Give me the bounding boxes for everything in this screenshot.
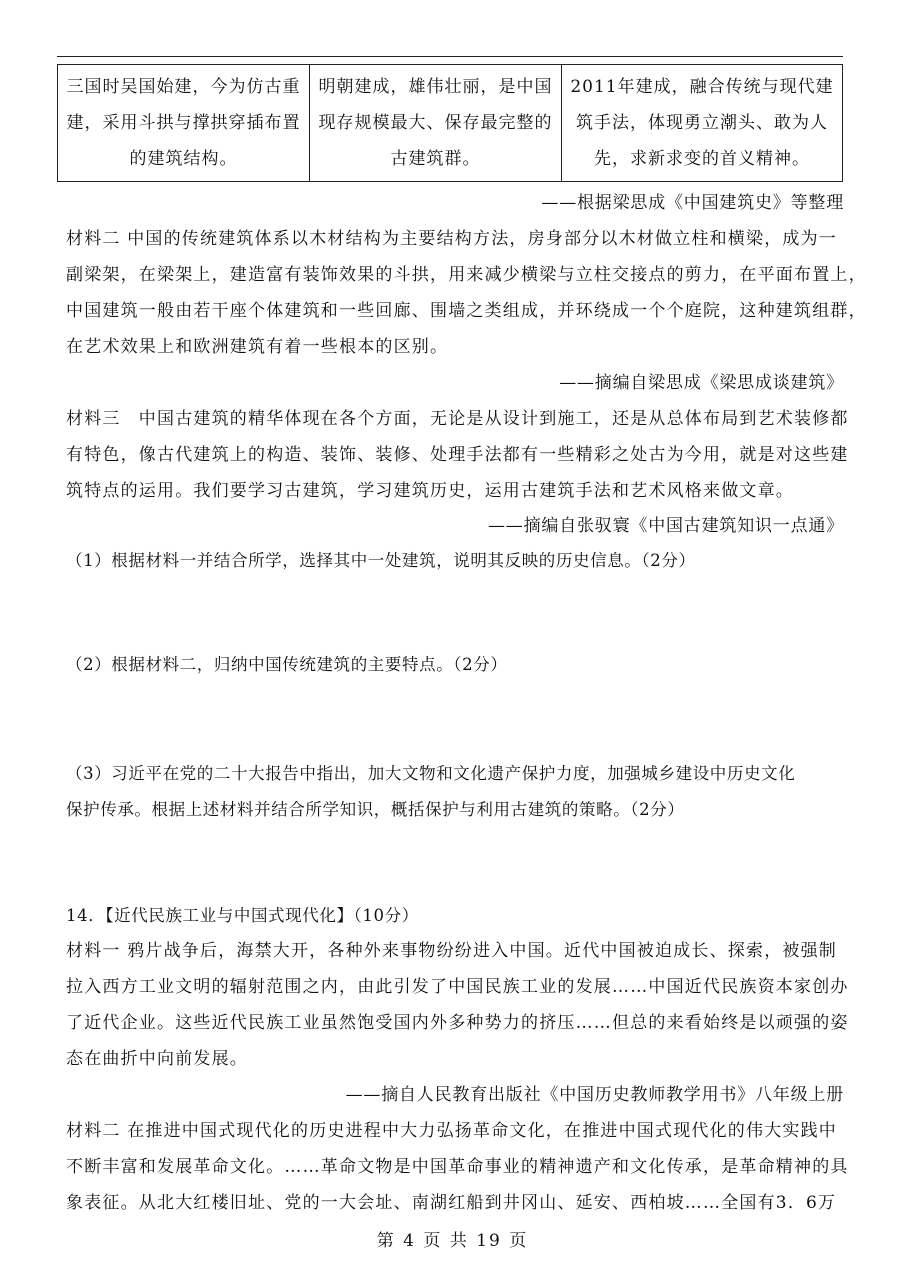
s14-material-2-line: 材料二 在推进中国式现代化的历史进程中大力弘扬革命文化，在推进中国式现代化的伟大实践中 [66, 1121, 838, 1141]
material-3-line: 有特色，像古代建筑上的构造、装饰、装修、处理手法都有一些精彩之处古为今用，就是对这些建 [66, 445, 849, 465]
material-2-line: 在艺术效果上和欧洲建筑有着一些根本的区别。 [66, 337, 449, 357]
section-14-title: 14．【近代民族工业与中国式现代化】（10分） [66, 906, 419, 925]
table-row [58, 65, 843, 182]
table-cell: 三国时吴国始建，今为仿古重建，采用斗拱与撑拱穿插布置的建筑结构。 [58, 65, 310, 182]
s14-material-1-line: 了近代企业。这些近代民族工业虽然饱受国内外多种势力的挤压……但总的来看始终是以顽强的姿 [66, 1013, 849, 1033]
top-rule [57, 56, 843, 57]
question-1: （1）根据材料一并结合所学，选择其中一处建筑，说明其反映的历史信息。（2分） [66, 551, 696, 570]
material-2-line: 材料二 中国的传统建筑体系以木材结构为主要结构方法，房身部分以木材做立柱和横梁，成为一 [66, 229, 838, 249]
s14-material-1-line: 态在曲折中向前发展。 [66, 1049, 248, 1069]
table-cell: 明朝建成，雄伟壮丽，是中国现存规模最大、保存最完整的古建筑群。 [310, 65, 562, 182]
material-2-line: 中国建筑一般由若干座个体建筑和一些回廊、围墙之类组成，并环绕成一个个庭院，这种建筑组群， [66, 301, 867, 321]
source-citation: ——摘编自张驭寰《中国古建筑知识一点通》 [488, 516, 844, 536]
question-3-line: 保护传承。根据上述材料并结合所学知识，概括保护与利用古建筑的策略。（2分） [66, 800, 685, 819]
page-footer: 第 4 页 共 19 页 [376, 1231, 529, 1251]
source-citation: ——摘编自梁思成《梁思成谈建筑》 [559, 373, 844, 393]
question-2: （2）根据材料二，归纳中国传统建筑的主要特点。（2分） [66, 655, 508, 674]
s14-material-1-line: 拉入西方工业文明的辐射范围之内，由此引发了中国民族工业的发展……中国近代民族资本家创办 [66, 977, 849, 997]
material-2-line: 副梁架，在梁架上，建造富有装饰效果的斗拱，用来减少横梁与立柱交接点的剪力，在平面布置上， [66, 265, 867, 285]
source-citation: ——摘自人民教育出版社《中国历史教师教学用书》八年级上册 [345, 1085, 844, 1105]
s14-material-2-line: 象表征。从北大红楼旧址、党的一大会址、南湖红船到井冈山、延安、西柏坡……全国有3．6万 [66, 1193, 837, 1213]
question-3-line: （3）习近平在党的二十大报告中指出，加大文物和文化遗产保护力度，加强城乡建设中历史文化 [66, 764, 796, 783]
table-cell: 2011年建成，融合传统与现代建筑手法，体现勇立潮头、敢为人先，求新求变的首义精神。 [562, 65, 843, 182]
s14-material-1-line: 材料一 鸦片战争后，海禁大开，各种外来事物纷纷进入中国。近代中国被迫成长、探索，被强制 [66, 941, 838, 961]
material-3-line: 筑特点的运用。我们要学习古建筑，学习建筑历史，运用古建筑手法和艺术风格来做文章。 [66, 481, 794, 501]
building-table [57, 64, 843, 182]
source-citation: ——根据梁思成《中国建筑史》等整理 [541, 193, 844, 213]
s14-material-2-line: 不断丰富和发展革命文化。……革命文物是中国革命事业的精神遗产和文化传承，是革命精神的具 [66, 1157, 849, 1177]
material-3-line: 材料三 中国古建筑的精华体现在各个方面，无论是从设计到施工，还是从总体布局到艺术装修都 [66, 409, 849, 429]
